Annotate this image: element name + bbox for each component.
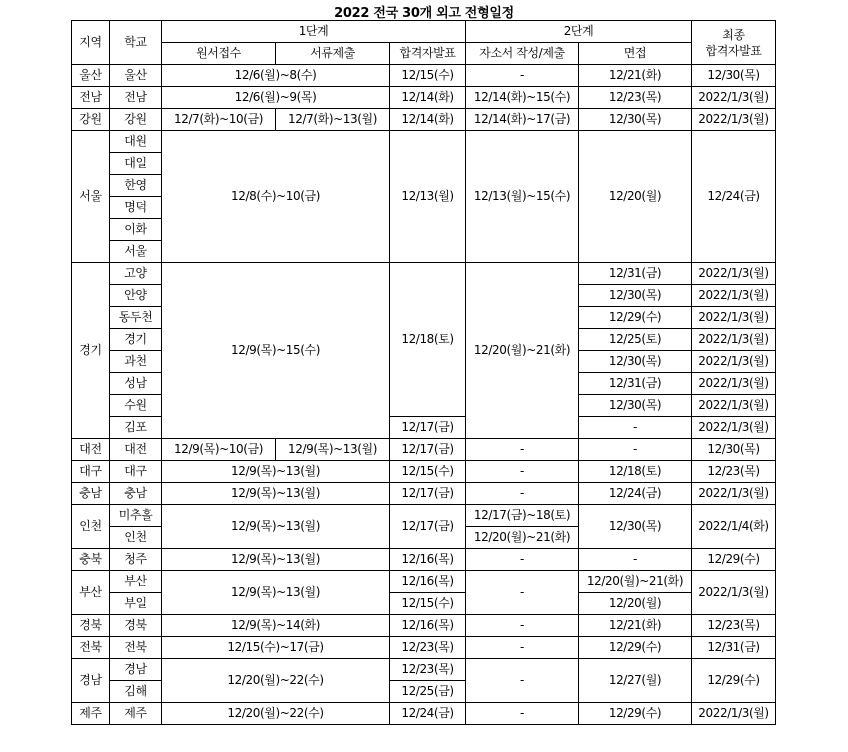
essay-cell: - bbox=[466, 65, 579, 87]
school-cell: 동두천 bbox=[110, 307, 162, 329]
interview-cell: 12/24(금) bbox=[579, 483, 692, 505]
essay-cell: 12/14(화)~17(금) bbox=[466, 109, 579, 131]
final-cell: 2022/1/3(월) bbox=[692, 373, 776, 395]
table-row bbox=[72, 439, 776, 461]
final-cell: 12/29(수) bbox=[692, 659, 776, 703]
final-cell: 12/30(목) bbox=[692, 65, 776, 87]
interview-cell: 12/29(수) bbox=[579, 637, 692, 659]
header-final: 최종 합격자발표 bbox=[692, 21, 776, 65]
final-cell: 2022/1/3(월) bbox=[692, 351, 776, 373]
interview-cell: 12/25(토) bbox=[579, 329, 692, 351]
table-row bbox=[72, 659, 776, 681]
pass-cell: 12/15(수) bbox=[390, 461, 466, 483]
application-cell: 12/20(월)~22(수) bbox=[162, 659, 390, 703]
pass-cell: 12/18(토) bbox=[390, 263, 466, 417]
pass-cell: 12/16(목) bbox=[390, 549, 466, 571]
final-cell: 2022/1/3(월) bbox=[692, 395, 776, 417]
final-cell: 2022/1/3(월) bbox=[692, 285, 776, 307]
essay-cell: 12/17(금)~18(토) bbox=[466, 505, 579, 527]
final-cell: 12/30(목) bbox=[692, 439, 776, 461]
region-cell: 부산 bbox=[72, 571, 110, 615]
interview-cell: 12/30(목) bbox=[579, 395, 692, 417]
region-cell: 경기 bbox=[72, 263, 110, 439]
final-cell: 2022/1/3(월) bbox=[692, 87, 776, 109]
essay-cell: - bbox=[466, 637, 579, 659]
essay-cell: 12/20(월)~21(화) bbox=[466, 527, 579, 549]
documents-cell: 12/7(화)~13(월) bbox=[276, 109, 390, 131]
school-cell: 청주 bbox=[110, 549, 162, 571]
documents-cell: 12/9(목)~13(월) bbox=[276, 439, 390, 461]
application-cell: 12/20(월)~22(수) bbox=[162, 703, 390, 725]
final-cell: 12/31(금) bbox=[692, 637, 776, 659]
region-cell: 인천 bbox=[72, 505, 110, 549]
school-cell: 대전 bbox=[110, 439, 162, 461]
school-cell: 안양 bbox=[110, 285, 162, 307]
application-cell: 12/9(목)~13(월) bbox=[162, 571, 390, 615]
application-cell: 12/9(목)~10(금) bbox=[162, 439, 276, 461]
region-cell: 충북 bbox=[72, 549, 110, 571]
interview-cell: - bbox=[579, 417, 692, 439]
school-cell: 명덕 bbox=[110, 197, 162, 219]
region-cell: 경남 bbox=[72, 659, 110, 703]
essay-cell: - bbox=[466, 571, 579, 615]
application-cell: 12/6(월)~8(수) bbox=[162, 65, 390, 87]
school-cell: 김포 bbox=[110, 417, 162, 439]
school-cell: 인천 bbox=[110, 527, 162, 549]
pass-cell: 12/17(금) bbox=[390, 505, 466, 549]
interview-cell: 12/21(화) bbox=[579, 65, 692, 87]
school-cell: 부일 bbox=[110, 593, 162, 615]
header-documents: 서류제출 bbox=[276, 43, 390, 65]
school-cell: 성남 bbox=[110, 373, 162, 395]
pass-cell: 12/16(목) bbox=[390, 571, 466, 593]
interview-cell: 12/21(화) bbox=[579, 615, 692, 637]
pass-cell: 12/17(금) bbox=[390, 417, 466, 439]
header-row bbox=[72, 43, 776, 65]
interview-cell: 12/31(금) bbox=[579, 263, 692, 285]
application-cell: 12/7(화)~10(금) bbox=[162, 109, 276, 131]
region-cell: 전남 bbox=[72, 87, 110, 109]
application-cell: 12/9(목)~13(월) bbox=[162, 505, 390, 549]
pass-cell: 12/17(금) bbox=[390, 439, 466, 461]
interview-cell: 12/18(토) bbox=[579, 461, 692, 483]
interview-cell: 12/20(월)~21(화) bbox=[579, 571, 692, 593]
school-cell: 전남 bbox=[110, 87, 162, 109]
school-cell: 과천 bbox=[110, 351, 162, 373]
school-cell: 울산 bbox=[110, 65, 162, 87]
table-row bbox=[72, 637, 776, 659]
final-cell: 2022/1/3(월) bbox=[692, 571, 776, 615]
pass-cell: 12/13(월) bbox=[390, 131, 466, 263]
final-cell: 2022/1/3(월) bbox=[692, 329, 776, 351]
school-cell: 경북 bbox=[110, 615, 162, 637]
table-row bbox=[72, 109, 776, 131]
region-cell: 전북 bbox=[72, 637, 110, 659]
interview-cell: - bbox=[579, 549, 692, 571]
interview-cell: 12/30(목) bbox=[579, 351, 692, 373]
interview-cell: 12/27(월) bbox=[579, 659, 692, 703]
essay-cell: 12/13(월)~15(수) bbox=[466, 131, 579, 263]
interview-cell: 12/30(목) bbox=[579, 109, 692, 131]
final-cell: 2022/1/4(화) bbox=[692, 505, 776, 549]
table-row bbox=[72, 505, 776, 527]
region-cell: 서울 bbox=[72, 131, 110, 263]
table-row bbox=[72, 483, 776, 505]
school-cell: 대원 bbox=[110, 131, 162, 153]
interview-cell: 12/30(목) bbox=[579, 285, 692, 307]
essay-cell: 12/14(화)~15(수) bbox=[466, 87, 579, 109]
pass-cell: 12/14(화) bbox=[390, 109, 466, 131]
region-cell: 충남 bbox=[72, 483, 110, 505]
table-row bbox=[72, 263, 776, 285]
essay-cell: - bbox=[466, 615, 579, 637]
header-pass-announce: 합격자발표 bbox=[390, 43, 466, 65]
table-row bbox=[72, 615, 776, 637]
school-cell: 이화 bbox=[110, 219, 162, 241]
table-row bbox=[72, 549, 776, 571]
interview-cell: 12/29(수) bbox=[579, 307, 692, 329]
application-cell: 12/9(목)~13(월) bbox=[162, 483, 390, 505]
pass-cell: 12/23(목) bbox=[390, 659, 466, 681]
table-row bbox=[72, 461, 776, 483]
school-cell: 전북 bbox=[110, 637, 162, 659]
interview-cell: - bbox=[579, 439, 692, 461]
header-application: 원서접수 bbox=[162, 43, 276, 65]
final-cell: 2022/1/3(월) bbox=[692, 703, 776, 725]
header-region: 지역 bbox=[72, 21, 110, 65]
school-cell: 김해 bbox=[110, 681, 162, 703]
essay-cell: - bbox=[466, 703, 579, 725]
header-stage1: 1단계 bbox=[162, 21, 466, 43]
school-cell: 서울 bbox=[110, 241, 162, 263]
final-cell: 12/23(목) bbox=[692, 461, 776, 483]
region-cell: 울산 bbox=[72, 65, 110, 87]
pass-cell: 12/25(금) bbox=[390, 681, 466, 703]
header-row bbox=[72, 21, 776, 43]
school-cell: 수원 bbox=[110, 395, 162, 417]
table-row bbox=[72, 703, 776, 725]
essay-cell: - bbox=[466, 659, 579, 703]
application-cell: 12/6(월)~9(목) bbox=[162, 87, 390, 109]
final-cell: 2022/1/3(월) bbox=[692, 483, 776, 505]
table-row bbox=[72, 65, 776, 87]
school-cell: 한영 bbox=[110, 175, 162, 197]
header-school: 학교 bbox=[110, 21, 162, 65]
table-row bbox=[72, 131, 776, 153]
interview-cell: 12/29(수) bbox=[579, 703, 692, 725]
essay-cell: - bbox=[466, 461, 579, 483]
table-title: 2022 전국 30개 외고 전형일정 bbox=[334, 6, 514, 21]
pass-cell: 12/23(목) bbox=[390, 637, 466, 659]
pass-cell: 12/24(금) bbox=[390, 703, 466, 725]
school-cell: 부산 bbox=[110, 571, 162, 593]
header-essay: 자소서 작성/제출 bbox=[466, 43, 579, 65]
application-cell: 12/9(목)~14(화) bbox=[162, 615, 390, 637]
pass-cell: 12/16(목) bbox=[390, 615, 466, 637]
interview-cell: 12/20(월) bbox=[579, 131, 692, 263]
header-stage2: 2단계 bbox=[466, 21, 692, 43]
interview-cell: 12/30(목) bbox=[579, 505, 692, 549]
final-cell: 2022/1/3(월) bbox=[692, 263, 776, 285]
essay-cell: 12/20(월)~21(화) bbox=[466, 263, 579, 439]
application-cell: 12/8(수)~10(금) bbox=[162, 131, 390, 263]
pass-cell: 12/15(수) bbox=[390, 593, 466, 615]
application-cell: 12/9(목)~13(월) bbox=[162, 549, 390, 571]
interview-cell: 12/31(금) bbox=[579, 373, 692, 395]
final-cell: 2022/1/3(월) bbox=[692, 307, 776, 329]
school-cell: 경기 bbox=[110, 329, 162, 351]
school-cell: 경남 bbox=[110, 659, 162, 681]
school-cell: 대구 bbox=[110, 461, 162, 483]
admission-schedule-table bbox=[71, 20, 776, 725]
essay-cell: - bbox=[466, 483, 579, 505]
application-cell: 12/9(목)~13(월) bbox=[162, 461, 390, 483]
application-cell: 12/15(수)~17(금) bbox=[162, 637, 390, 659]
final-cell: 2022/1/3(월) bbox=[692, 417, 776, 439]
school-cell: 대일 bbox=[110, 153, 162, 175]
essay-cell: - bbox=[466, 549, 579, 571]
region-cell: 강원 bbox=[72, 109, 110, 131]
school-cell: 제주 bbox=[110, 703, 162, 725]
final-cell: 2022/1/3(월) bbox=[692, 109, 776, 131]
region-cell: 대전 bbox=[72, 439, 110, 461]
final-cell: 12/24(금) bbox=[692, 131, 776, 263]
essay-cell: - bbox=[466, 439, 579, 461]
school-cell: 미추홀 bbox=[110, 505, 162, 527]
region-cell: 대구 bbox=[72, 461, 110, 483]
school-cell: 강원 bbox=[110, 109, 162, 131]
pass-cell: 12/15(수) bbox=[390, 65, 466, 87]
final-cell: 12/23(목) bbox=[692, 615, 776, 637]
region-cell: 경북 bbox=[72, 615, 110, 637]
final-cell: 12/29(수) bbox=[692, 549, 776, 571]
school-cell: 충남 bbox=[110, 483, 162, 505]
interview-cell: 12/20(월) bbox=[579, 593, 692, 615]
pass-cell: 12/17(금) bbox=[390, 483, 466, 505]
school-cell: 고양 bbox=[110, 263, 162, 285]
interview-cell: 12/23(목) bbox=[579, 87, 692, 109]
table-row bbox=[72, 87, 776, 109]
table-row bbox=[72, 571, 776, 593]
header-interview: 면접 bbox=[579, 43, 692, 65]
pass-cell: 12/14(화) bbox=[390, 87, 466, 109]
application-cell: 12/9(목)~15(수) bbox=[162, 263, 390, 439]
region-cell: 제주 bbox=[72, 703, 110, 725]
